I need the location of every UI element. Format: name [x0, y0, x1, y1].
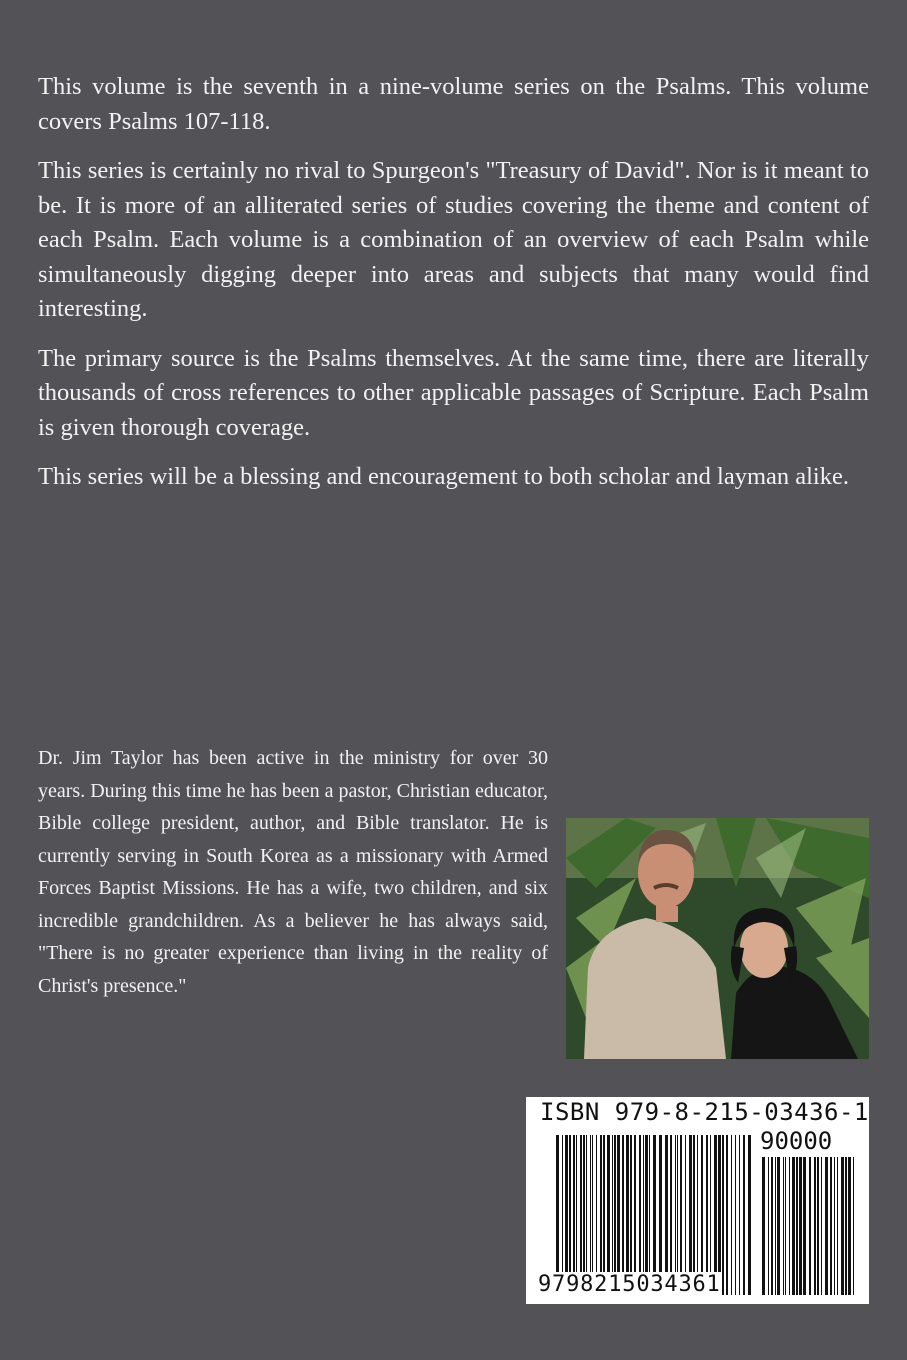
- barcode-bar: [796, 1157, 798, 1295]
- barcode-bar: [573, 1135, 575, 1295]
- barcode-bar: [653, 1135, 656, 1295]
- barcode-bar: [799, 1157, 802, 1295]
- blurb-paragraph: This volume is the seventh in a nine-volume series on the Psalms. This volume covers Psalms 107-118.: [38, 73, 869, 135]
- blurb-paragraph: The primary source is the Psalms themselves. At the same time, there are literally thousands of cross references to other applicable passages of Scripture. Each Psalm is given thorough coverage.: [38, 344, 869, 441]
- barcode-bar: [689, 1135, 692, 1295]
- barcode-bar: [659, 1135, 662, 1295]
- barcode-bar: [569, 1135, 571, 1295]
- author-photo: [566, 818, 869, 1059]
- ean-bars: [556, 1135, 752, 1295]
- barcode-bar: [562, 1135, 563, 1295]
- barcode-bar: [607, 1135, 610, 1295]
- barcode-bar: [830, 1157, 832, 1295]
- barcode-bar: [726, 1135, 728, 1295]
- barcode-bar: [845, 1157, 847, 1295]
- barcode-bar: [586, 1135, 587, 1295]
- barcode-bar: [556, 1135, 559, 1295]
- barcode-bar: [722, 1135, 724, 1295]
- barcode-bar: [583, 1135, 585, 1295]
- barcode-bar: [748, 1135, 751, 1295]
- barcode-bar: [853, 1157, 854, 1295]
- barcode-bar: [841, 1157, 844, 1295]
- isbn-barcode: [526, 1097, 869, 1304]
- barcode-bar: [645, 1135, 648, 1295]
- barcode-bar: [803, 1157, 806, 1295]
- barcode-bar: [630, 1135, 632, 1295]
- barcode-bar: [643, 1135, 644, 1295]
- barcode-bar: [718, 1135, 721, 1295]
- barcode-bar: [701, 1135, 703, 1295]
- barcode-bar: [680, 1135, 682, 1295]
- barcode-bar: [848, 1157, 851, 1295]
- barcode-bar: [600, 1135, 602, 1295]
- price-code: 90000: [760, 1127, 833, 1155]
- blurb-paragraph: This series will be a blessing and encouragement to both scholar and layman alike.: [38, 463, 849, 490]
- barcode-bar: [603, 1135, 605, 1295]
- barcode-bar: [710, 1135, 711, 1295]
- barcode-bar: [777, 1157, 780, 1295]
- barcode-bar: [739, 1135, 740, 1295]
- barcode-bar: [677, 1135, 678, 1295]
- barcode-bar: [809, 1157, 811, 1295]
- barcode-bar: [785, 1157, 786, 1295]
- barcode-bar: [617, 1135, 620, 1295]
- barcode-bar: [665, 1135, 668, 1295]
- barcode-bar: [596, 1135, 597, 1295]
- barcode-bar: [771, 1157, 773, 1295]
- barcode-bar: [614, 1135, 616, 1295]
- barcode-bar: [626, 1135, 629, 1295]
- barcode-bar: [768, 1157, 769, 1295]
- barcode-bar: [634, 1135, 636, 1295]
- author-bio: Dr. Jim Taylor has been active in the ministry for over 30 years. During this time he has been a pastor, Christian educator, Bible college president, author, and Bible translator. He is currently serving in South Korea as a missionary with Armed Forces Baptist Missions. He has a wife, two children, and six incredible grandchildren. As a believer he has always said, "There is no greater experience than living in the reality of Christ's presence.": [38, 747, 548, 997]
- barcode-bar: [580, 1135, 582, 1295]
- barcode-bar: [814, 1157, 816, 1295]
- barcode-bar: [714, 1135, 717, 1295]
- barcode-bar: [743, 1135, 745, 1295]
- barcode-bar: [775, 1157, 776, 1295]
- barcode-bar: [834, 1157, 835, 1295]
- back-cover-blurb: [38, 70, 869, 510]
- barcode-bar: [697, 1135, 698, 1295]
- barcode-bar: [576, 1135, 577, 1295]
- barcode-bar: [565, 1135, 568, 1295]
- barcode-bar: [792, 1157, 795, 1295]
- barcode-bar: [825, 1157, 828, 1295]
- barcode-bar: [837, 1157, 838, 1295]
- barcode-bar: [693, 1135, 695, 1295]
- barcode-bar: [789, 1157, 790, 1295]
- barcode-bar: [685, 1135, 686, 1295]
- addon-bars: [762, 1157, 854, 1295]
- barcode-bar: [821, 1157, 822, 1295]
- blurb-paragraph: This series is certainly no rival to Spurgeon's "Treasury of David". Nor is it meant to be. It is more of an alliterated series of studies covering the theme and content of each Psalm. Each volume is a combination of an overview of each Psalm while simultaneously digging deeper into areas and subjects that many would find interesting.: [38, 157, 869, 322]
- barcode-bar: [592, 1135, 593, 1295]
- barcode-bar: [612, 1135, 613, 1295]
- ean-digits: 9798215034361: [538, 1272, 721, 1297]
- barcode-bar: [731, 1135, 732, 1295]
- barcode-bar: [622, 1135, 624, 1295]
- isbn-label: ISBN 979-8-215-03436-1: [540, 1098, 869, 1126]
- barcode-bar: [817, 1157, 819, 1295]
- barcode-bar: [783, 1157, 784, 1295]
- barcode-bar: [735, 1135, 736, 1295]
- barcode-bar: [670, 1135, 672, 1295]
- barcode-bar: [762, 1157, 765, 1295]
- barcode-bar: [639, 1135, 641, 1295]
- barcode-bar: [706, 1135, 708, 1295]
- barcode-bar: [590, 1135, 591, 1295]
- barcode-bar: [649, 1135, 650, 1295]
- barcode-bar: [675, 1135, 676, 1295]
